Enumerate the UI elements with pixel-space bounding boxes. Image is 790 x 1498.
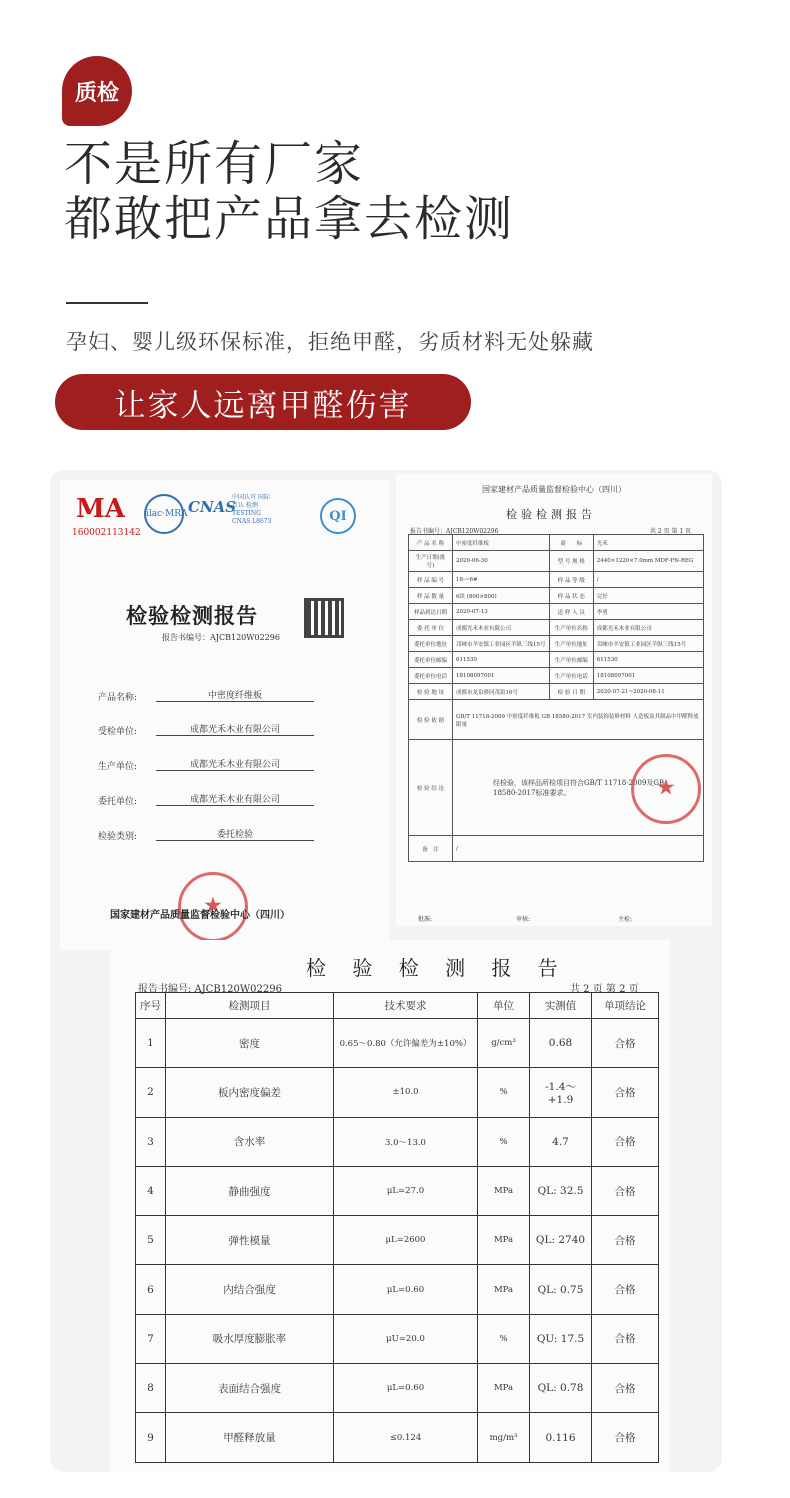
table-row bbox=[409, 604, 704, 620]
table-cell: 合格 bbox=[592, 1117, 659, 1166]
table-cell: 样 品 数 量 bbox=[409, 588, 453, 604]
ilac-logo: ilac·MRA bbox=[144, 494, 184, 534]
table-cell: QL: 0.75 bbox=[530, 1265, 592, 1314]
sign-approve: 批准: bbox=[418, 916, 433, 923]
table-cell: % bbox=[478, 1314, 530, 1363]
table-cell: 检 验 日 期 bbox=[549, 684, 593, 700]
table-cell: 合格 bbox=[592, 1314, 659, 1363]
table-cell: 委 托 单 位 bbox=[409, 620, 453, 636]
table-cell: 6 bbox=[136, 1265, 166, 1314]
table-cell: 样 品 状 态 bbox=[549, 588, 593, 604]
table-cell: ±10.0 bbox=[334, 1068, 478, 1117]
table-cell: 合格 bbox=[592, 1413, 659, 1462]
page1-org: 国家建材产品质量监督检验中心（四川） bbox=[482, 485, 626, 494]
table-cell: 合格 bbox=[592, 1364, 659, 1413]
column-header: 单项结论 bbox=[592, 993, 659, 1019]
table-cell: 0.116 bbox=[530, 1413, 592, 1462]
table-row bbox=[409, 535, 704, 551]
table-cell: MPa bbox=[478, 1265, 530, 1314]
column-header: 技术要求 bbox=[334, 993, 478, 1019]
table-row bbox=[409, 551, 704, 572]
table-cell: 成都光禾木业有限公司 bbox=[593, 620, 703, 636]
table-row bbox=[409, 836, 704, 862]
table-cell: 9 bbox=[136, 1413, 166, 1462]
table-cell: / bbox=[453, 836, 704, 862]
table-cell: 3.0～13.0 bbox=[334, 1117, 478, 1166]
table-cell: μL=2600 bbox=[334, 1216, 478, 1265]
table-cell: 成都市龙泉驿同茂街16号 bbox=[453, 684, 550, 700]
badge-label: 质检 bbox=[74, 80, 119, 106]
quality-badge bbox=[62, 56, 132, 126]
table-cell: 2 bbox=[136, 1068, 166, 1117]
table-row bbox=[136, 1117, 659, 1166]
report-cover-page bbox=[60, 480, 390, 950]
table-cell: 生产单位地址 bbox=[549, 636, 593, 652]
table-cell bbox=[453, 740, 704, 836]
column-header: 检测项目 bbox=[166, 993, 334, 1019]
table-cell: 光禾 bbox=[593, 535, 703, 551]
table-cell: 产 品 名 称 bbox=[409, 535, 453, 551]
table-row bbox=[136, 1019, 659, 1068]
page2-report-no: 报告书编号: AJCB120W02296 bbox=[138, 984, 282, 995]
report-page-1 bbox=[396, 474, 712, 926]
table-cell: 611530 bbox=[593, 652, 703, 668]
slogan-text: 让家人远离甲醛伤害 bbox=[114, 387, 412, 424]
table-cell: 8 bbox=[136, 1364, 166, 1413]
table-cell: MPa bbox=[478, 1216, 530, 1265]
table-cell: 18108097001 bbox=[593, 668, 703, 684]
table-cell: 成都光禾木业有限公司 bbox=[453, 620, 550, 636]
table-cell: 完好 bbox=[593, 588, 703, 604]
headline-line-1: 不是所有厂家 bbox=[64, 136, 365, 192]
table-cell: 样 品 等 级 bbox=[549, 572, 593, 588]
qr-code bbox=[304, 598, 344, 638]
table-cell: 密度 bbox=[166, 1019, 334, 1068]
table-row bbox=[409, 652, 704, 668]
table-cell: % bbox=[478, 1068, 530, 1117]
table-row bbox=[136, 1314, 659, 1363]
column-header: 单位 bbox=[478, 993, 530, 1019]
table-cell: 18108097001 bbox=[453, 668, 550, 684]
table-cell: μU=20.0 bbox=[334, 1314, 478, 1363]
page2-title: 检 验 检 测 报 告 bbox=[306, 956, 568, 980]
cover-title: 检验检测报告 bbox=[126, 603, 258, 628]
table-cell: μL=27.0 bbox=[334, 1166, 478, 1215]
cover-value: 委托检验 bbox=[156, 827, 314, 841]
table-cell: 弹性模量 bbox=[166, 1216, 334, 1265]
table-cell: 2020-07-13 bbox=[453, 604, 550, 620]
table-cell: 板内密度偏差 bbox=[166, 1068, 334, 1117]
page2-page-no: 共 2 页 第 2 页 bbox=[570, 984, 639, 995]
table-row bbox=[136, 1413, 659, 1462]
cma-logo: MA bbox=[76, 494, 125, 524]
table-cell: 18-~6# bbox=[453, 572, 550, 588]
cma-number: 160002113142 bbox=[72, 528, 141, 538]
cover-footer-org: 国家建材产品质量监督检验中心（四川） bbox=[110, 910, 290, 921]
conclusion-text: 经检验，该样品所检项目符合GB/T 11718-2009及GB 18580-2017标准要求。 bbox=[493, 778, 665, 797]
table-cell: / bbox=[593, 572, 703, 588]
table-cell: 邛崃市羊安镇工业园区羊纵三线15号 bbox=[593, 636, 703, 652]
table-cell: μL=0.60 bbox=[334, 1364, 478, 1413]
table-cell: 2020-06-30 bbox=[453, 551, 550, 572]
report-page-2 bbox=[110, 940, 670, 1472]
table-cell: 委托单位邮编 bbox=[409, 652, 453, 668]
sign-review: 审核: bbox=[516, 916, 531, 923]
results-table bbox=[135, 992, 659, 1463]
table-cell: 李勇 bbox=[593, 604, 703, 620]
table-cell: 样 品 编 号 bbox=[409, 572, 453, 588]
cnas-logo: CNAS bbox=[188, 498, 237, 516]
table-cell: 含水率 bbox=[166, 1117, 334, 1166]
cover-label: 检验类别: bbox=[98, 832, 138, 842]
table-cell: mg/m³ bbox=[478, 1413, 530, 1462]
table-cell: 检 验 地 址 bbox=[409, 684, 453, 700]
table-row bbox=[409, 636, 704, 652]
table-cell: 表面结合强度 bbox=[166, 1364, 334, 1413]
column-header: 实测值 bbox=[530, 993, 592, 1019]
table-cell: 样品到达日期 bbox=[409, 604, 453, 620]
table-cell: 合格 bbox=[592, 1068, 659, 1117]
table-cell: 邛崃市羊安镇工业园区羊纵三线15号 bbox=[453, 636, 550, 652]
table-cell: 检 验 依 据 bbox=[409, 700, 453, 740]
table-cell: 0.65～0.80（允许偏差为±10%） bbox=[334, 1019, 478, 1068]
table-cell: MPa bbox=[478, 1166, 530, 1215]
table-cell: 备 注 bbox=[409, 836, 453, 862]
table-row bbox=[136, 1364, 659, 1413]
cover-value: 成都光禾木业有限公司 bbox=[156, 722, 314, 736]
table-row bbox=[409, 740, 704, 836]
table-cell: 委托单位电话 bbox=[409, 668, 453, 684]
table-cell: 内结合强度 bbox=[166, 1265, 334, 1314]
cover-value: 中密度纤维板 bbox=[156, 688, 314, 702]
headline-line-2: 都敢把产品拿去检测 bbox=[64, 191, 515, 247]
table-cell: 中密度纤维板 bbox=[453, 535, 550, 551]
table-cell: ≤0.124 bbox=[334, 1413, 478, 1462]
table-row bbox=[136, 1265, 659, 1314]
page1-title: 检验检测报告 bbox=[506, 508, 596, 521]
table-row bbox=[409, 668, 704, 684]
table-cell: g/cm³ bbox=[478, 1019, 530, 1068]
table-cell: 生产日期(批号) bbox=[409, 551, 453, 572]
table-cell: -1.4～+1.9 bbox=[530, 1068, 592, 1117]
table-cell: 合格 bbox=[592, 1216, 659, 1265]
table-cell: GB/T 11718-2009 中密度纤维板 GB 18580-2017 室内装饰装修材料 人造板及其制品中甲醛释放限量 bbox=[453, 700, 704, 740]
sign-chief: 主检: bbox=[618, 916, 633, 923]
table-row bbox=[136, 1216, 659, 1265]
table-cell: 合格 bbox=[592, 1019, 659, 1068]
table-cell: QL: 32.5 bbox=[530, 1166, 592, 1215]
table-cell: QL: 0.78 bbox=[530, 1364, 592, 1413]
table-row bbox=[409, 588, 704, 604]
table-cell: 2440×1220×7.0mm MDF-FN-REG bbox=[593, 551, 703, 572]
column-header: 序号 bbox=[136, 993, 166, 1019]
table-row bbox=[409, 620, 704, 636]
table-row bbox=[409, 700, 704, 740]
subtitle: 孕妇、婴儿级环保标准，拒绝甲醛，劣质材料无处躲藏 bbox=[66, 330, 594, 354]
page1-page-no: 共 2 页 第 1 页 bbox=[650, 528, 692, 535]
table-row bbox=[409, 572, 704, 588]
cover-label: 委托单位: bbox=[98, 797, 138, 807]
table-cell: 吸水厚度膨胀率 bbox=[166, 1314, 334, 1363]
table-cell: 型 号 规 格 bbox=[549, 551, 593, 572]
table-header-row bbox=[136, 993, 659, 1019]
table-cell: % bbox=[478, 1117, 530, 1166]
page1-report-no: 报告书编号：AJCB120W02296 bbox=[410, 528, 499, 535]
cover-label: 生产单位: bbox=[98, 762, 138, 772]
divider bbox=[66, 302, 148, 304]
table-cell: 6块 (800×800) bbox=[453, 588, 550, 604]
table-cell: 合格 bbox=[592, 1166, 659, 1215]
table-cell: 送 样 人 员 bbox=[549, 604, 593, 620]
table-cell: 4 bbox=[136, 1166, 166, 1215]
table-cell: QL: 2740 bbox=[530, 1216, 592, 1265]
table-cell: 静曲强度 bbox=[166, 1166, 334, 1215]
cover-label: 产品名称: bbox=[98, 693, 138, 703]
table-cell: μL=0.60 bbox=[334, 1265, 478, 1314]
cnas-logo-sub: 中国认可 国际互认 检测 TESTING CNAS L8673 bbox=[232, 494, 272, 525]
cover-report-no: 报告书编号：AJCB120W02296 bbox=[162, 633, 280, 642]
red-seal bbox=[631, 754, 701, 824]
cover-value: 成都光禾木业有限公司 bbox=[156, 757, 314, 771]
table-cell: 生产单位电话 bbox=[549, 668, 593, 684]
table-cell: 5 bbox=[136, 1216, 166, 1265]
table-row bbox=[409, 684, 704, 700]
table-cell: 0.68 bbox=[530, 1019, 592, 1068]
table-cell: 生产单位邮编 bbox=[549, 652, 593, 668]
report-panel bbox=[50, 470, 722, 1472]
table-cell: 7 bbox=[136, 1314, 166, 1363]
table-cell: 甲醛释放量 bbox=[166, 1413, 334, 1462]
table-cell: 3 bbox=[136, 1117, 166, 1166]
table-cell: 委托单位地址 bbox=[409, 636, 453, 652]
table-cell: 合格 bbox=[592, 1265, 659, 1314]
table-cell: MPa bbox=[478, 1364, 530, 1413]
table-cell: 2020-07-21~2020-08-11 bbox=[593, 684, 703, 700]
page1-info-table bbox=[408, 534, 704, 862]
qi-logo: QI bbox=[320, 498, 356, 534]
table-cell: QU: 17.5 bbox=[530, 1314, 592, 1363]
table-cell: 生产单位名称 bbox=[549, 620, 593, 636]
table-cell: 商 标 bbox=[549, 535, 593, 551]
cover-label: 受检单位: bbox=[98, 727, 138, 737]
table-cell: 611530 bbox=[453, 652, 550, 668]
table-cell: 1 bbox=[136, 1019, 166, 1068]
table-cell: 检 验 结 论 bbox=[409, 740, 453, 836]
table-cell: 4.7 bbox=[530, 1117, 592, 1166]
table-row bbox=[136, 1166, 659, 1215]
cover-value: 成都光禾木业有限公司 bbox=[156, 792, 314, 806]
slogan-pill bbox=[55, 374, 471, 430]
table-row bbox=[136, 1068, 659, 1117]
